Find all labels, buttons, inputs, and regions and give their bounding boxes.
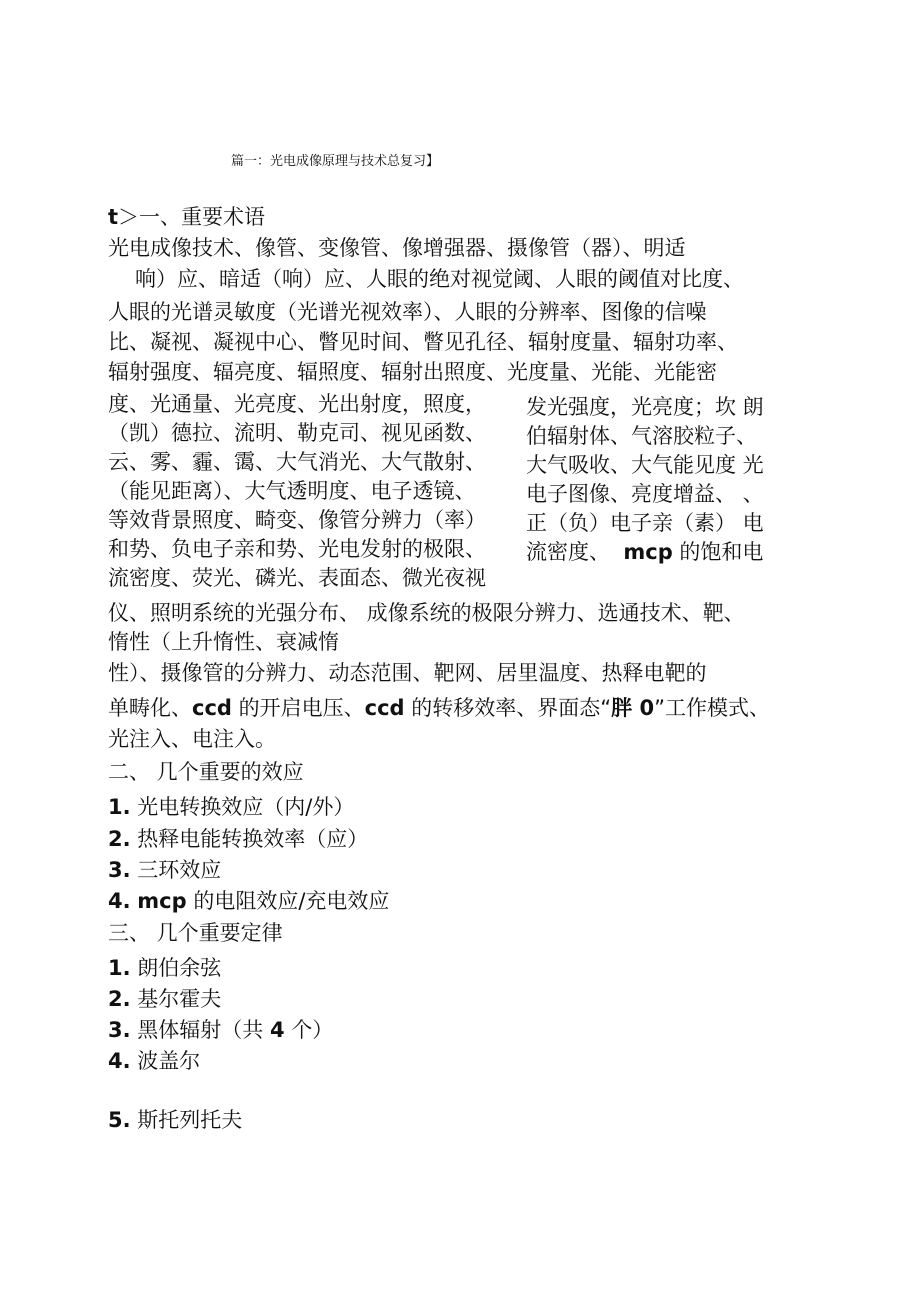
item-text: 朗伯余弦: [137, 956, 222, 980]
terms-right-line: 大气吸收、大气能见度 光: [526, 453, 764, 477]
terms-line: 仪、照明系统的光强分布、 成像系统的极限分辨力、选通技术、靶、: [108, 601, 745, 625]
item-number: 2.: [108, 987, 131, 1011]
terms-left-line: 和势、负电子亲和势、光电发射的极限、: [108, 537, 486, 561]
item-number: 4.: [108, 1049, 131, 1073]
item-text: 光电转换效应（内/外）: [137, 795, 355, 819]
effect-item: [108, 857, 221, 883]
item-text: 斯托列托夫: [137, 1108, 243, 1132]
terms-right-column: [526, 393, 764, 567]
section-heading-laws: 三、 几个重要定律: [108, 921, 283, 945]
effect-item: [108, 826, 368, 852]
terms-left-line: 流密度、荧光、磷光、表面态、微光夜视: [108, 566, 486, 590]
terms-left-line: 云、雾、霾、霭、大气消光、大气散射、: [108, 450, 486, 474]
terms-line: 性）、摄像管的分辨力、动态范围、靶网、居里温度、热释电靶的: [108, 661, 707, 685]
item-text: 三环效应: [137, 858, 222, 882]
item-text: 个）: [291, 1018, 334, 1042]
item-number: 4.: [108, 889, 131, 913]
terms-left-column: [108, 390, 486, 593]
item-number: 3.: [108, 858, 131, 882]
item-number: 1.: [108, 956, 131, 980]
ccd-text: 的转移效率、界面态“: [411, 696, 612, 720]
terms-left-line: （凯）德拉、流明、勒克司、视见函数、: [108, 421, 486, 445]
item-number: 2.: [108, 827, 131, 851]
terms-right-line: 伯辐射体、气溶胶粒子、: [526, 424, 757, 448]
ccd-text: 的开启电压、: [238, 696, 365, 720]
terms-left-line: 度、光通量、光亮度、光出射度，照度，: [108, 392, 486, 416]
mcp-term: mcp: [623, 540, 673, 564]
terms-right-line: [526, 538, 764, 567]
count-number: 4: [269, 1018, 285, 1042]
terms-right-line: 正（负）电子亲（素） 电: [526, 511, 764, 535]
effect-item: [108, 888, 389, 914]
ccd-text: 单畴化、: [108, 696, 192, 720]
terms-line: 惰性（上升惰性、衰减惰: [108, 630, 339, 654]
mcp-term: mcp: [137, 889, 187, 913]
section-heading-terms: [108, 204, 265, 230]
terms-line: 比、凝视、凝视中心、瞥见时间、瞥见孔径、辐射度量、辐射功率、: [108, 330, 738, 354]
item-text: 热释电能转换效率（应）: [137, 827, 369, 851]
terms-line-ccd: [108, 695, 770, 721]
terms-left-line: （能见距离）、大气透明度、电子透镜、: [108, 479, 476, 503]
heading-prefix: t: [108, 205, 119, 229]
law-item: [108, 1017, 333, 1043]
item-text: 的电阻效应/充电效应: [193, 889, 390, 913]
terms-right-line: 电子图像、亮度增益、 、: [526, 482, 764, 506]
ccd-text: ”工作模式、: [654, 696, 770, 720]
terms-right-line: 发光强度，光亮度；坎 朗: [526, 395, 764, 419]
law-item: [108, 1107, 242, 1133]
law-item: [108, 986, 221, 1012]
fat-zero-term: 胖 0: [611, 696, 655, 720]
item-text: 基尔霍夫: [137, 987, 222, 1011]
terms-right-text: 的饱和电: [679, 540, 764, 564]
law-item: [108, 955, 221, 981]
law-item: [108, 1048, 200, 1074]
terms-left-line: 等效背景照度、畸变、像管分辨力（率）: [108, 508, 486, 532]
item-number: 1.: [108, 795, 131, 819]
section-heading-effects: 二、 几个重要的效应: [108, 760, 304, 784]
heading-text: ＞一、重要术语: [118, 205, 266, 229]
item-text: 黑体辐射（共: [137, 1018, 264, 1042]
ccd-term: ccd: [192, 696, 232, 720]
terms-line: 光电成像技术、像管、变像管、像增强器、摄像管（器）、明适: [108, 236, 686, 260]
item-number: 3.: [108, 1018, 131, 1042]
terms-line: 光注入、电注入。: [108, 727, 276, 751]
terms-line: 人眼的光谱灵敏度（光谱光视效率）、人眼的分辨率、图像的信噪: [108, 300, 707, 324]
terms-line: 辐射强度、辐亮度、辐照度、辐射出照度、光度量、光能、光能密: [108, 360, 717, 384]
terms-right-text: 流密度、: [526, 540, 610, 564]
effect-item: [108, 794, 354, 820]
document-header: 篇一：光电成像原理与技术总复习】: [231, 154, 440, 169]
item-text: 波盖尔: [137, 1049, 201, 1073]
terms-line: 响）应、暗适（响）应、人眼的绝对视觉阈、人眼的阈值对比度、: [135, 267, 744, 291]
ccd-term: ccd: [364, 696, 405, 720]
item-number: 5.: [108, 1108, 131, 1132]
